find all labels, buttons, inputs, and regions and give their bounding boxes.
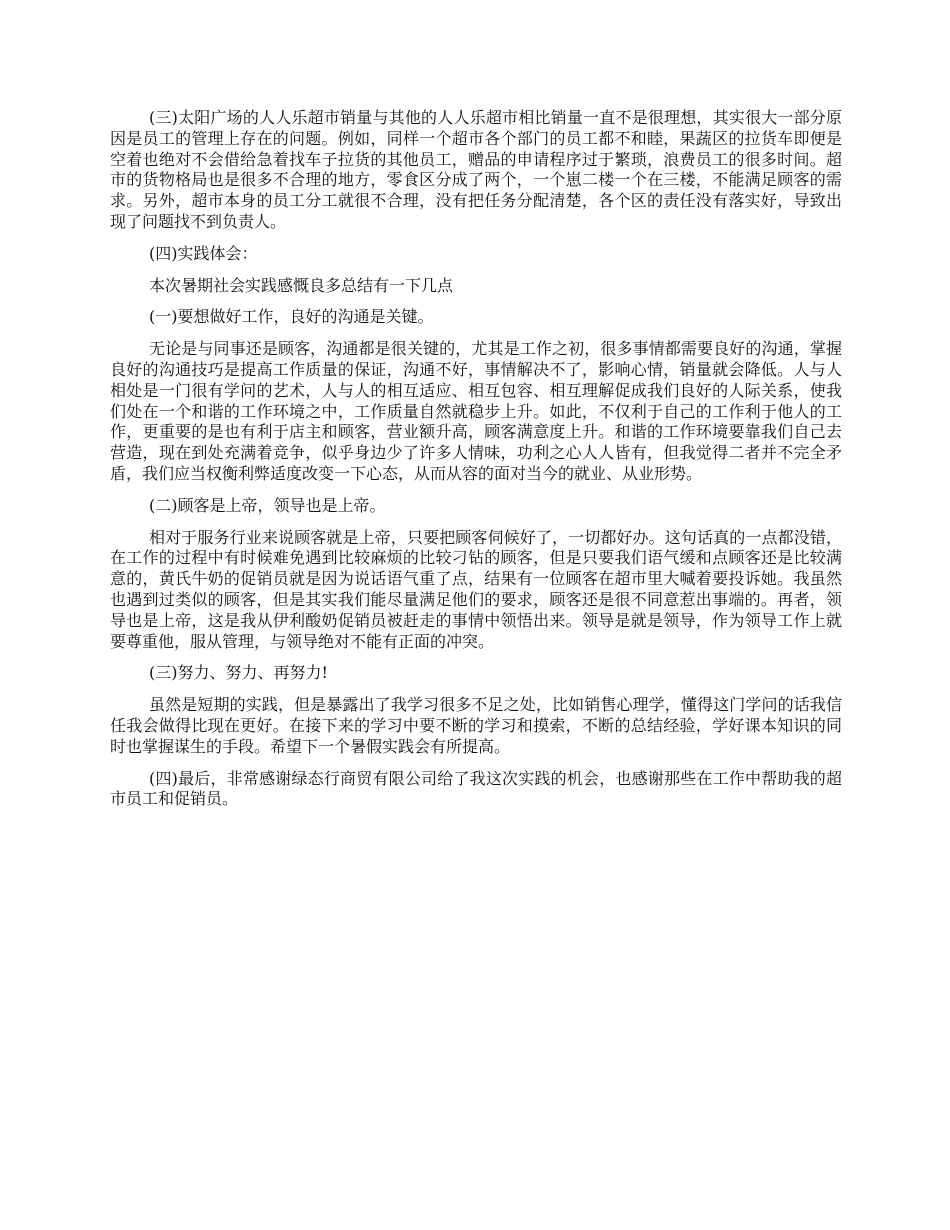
heading-customer-god: (二)顾客是上帝，领导也是上帝。 [149,495,386,515]
heading-practice-experience: (四)实践体会： [149,243,258,263]
heading-effort: (三)努力、努力、再努力! [149,663,328,683]
heading-communication: (一)要想做好工作，良好的沟通是关键。 [149,307,434,327]
paragraph-summary-intro: 本次暑期社会实践感慨良多总结有一下几点 [149,275,454,295]
paragraph-effort: 虽然是短期的实践，但是暴露出了我学习很多不足之处，比如销售心理学，懂得这门学问的话我信任我会做得比现在更好。在接下来的学习中要不断的学习和摸索，不断的总结经验，学好课本知识的同时也掌握谋生的手段。希望下一个暑假实践会有所提高。 [110,695,842,756]
paragraph-thanks: (四)最后，非常感谢绿态行商贸有限公司给了我这次实践的机会，也感谢那些在工作中帮助我的超市员工和促销员。 [110,768,842,809]
document-body [110,108,842,821]
paragraph-management-problems: (三)太阳广场的人人乐超市销量与其他的人人乐超市相比销量一直不是很理想，其实很大一部分原因是员工的管理上存在的问题。例如，同样一个超市各个部门的员工都不和睦，果蔬区的拉货车即便是空着也绝对不会借给急着找车子拉货的其他员工，赠品的申请程序过于繁琐，浪费员工的很多时间。超市的货物格局也是很多不合理的地方，零食区分成了两个，一个崽二楼一个在三楼，不能满足顾客的需求。另外，超市本身的员工分工就很不合理，没有把任务分配清楚，各个区的责任没有落实好，导致出现了问题找不到负责人。 [110,108,842,231]
paragraph-customer-god: 相对于服务行业来说顾客就是上帝，只要把顾客伺候好了，一切都好办。这句话真的一点都没错，在工作的过程中有时候难免遇到比较麻烦的比较刁钻的顾客，但是只要我们语气缓和点顾客还是比较满意的，黄氏牛奶的促销员就是因为说话语气重了点，结果有一位顾客在超市里大喊着要投诉她。我虽然也遇到过类似的顾客，但是其实我们能尽量满足他们的要求，顾客还是很不同意惹出事端的。再者，领导也是上帝，这是我从伊利酸奶促销员被赶走的事情中领悟出来。领导是就是领导，作为领导工作上就要尊重他，服从管理，与领导绝对不能有正面的冲突。 [110,527,842,651]
paragraph-communication: 无论是与同事还是顾客，沟通都是很关键的，尤其是工作之初，很多事情都需要良好的沟通，掌握良好的沟通技巧是提高工作质量的保证，沟通不好，事情解决不了，影响心情，销量就会降低。人与人相处是一门很有学问的艺术，人与人的相互适应、相互包容、相互理解促成我们良好的人际关系，使我们处在一个和谐的工作环境之中，工作质量自然就稳步上升。如此，不仅利于自己的工作利于他人的工作，更重要的是也有利于店主和顾客，营业额升高，顾客满意度上升。和谐的工作环境要靠我们自己去营造，现在到处充满着竞争，似乎身边少了许多人情味，功利之心人人皆有，但我觉得二者并不完全矛盾，我们应当权衡利弊适度改变一下心态，从而从容的面对当今的就业、从业形势。 [110,339,842,483]
